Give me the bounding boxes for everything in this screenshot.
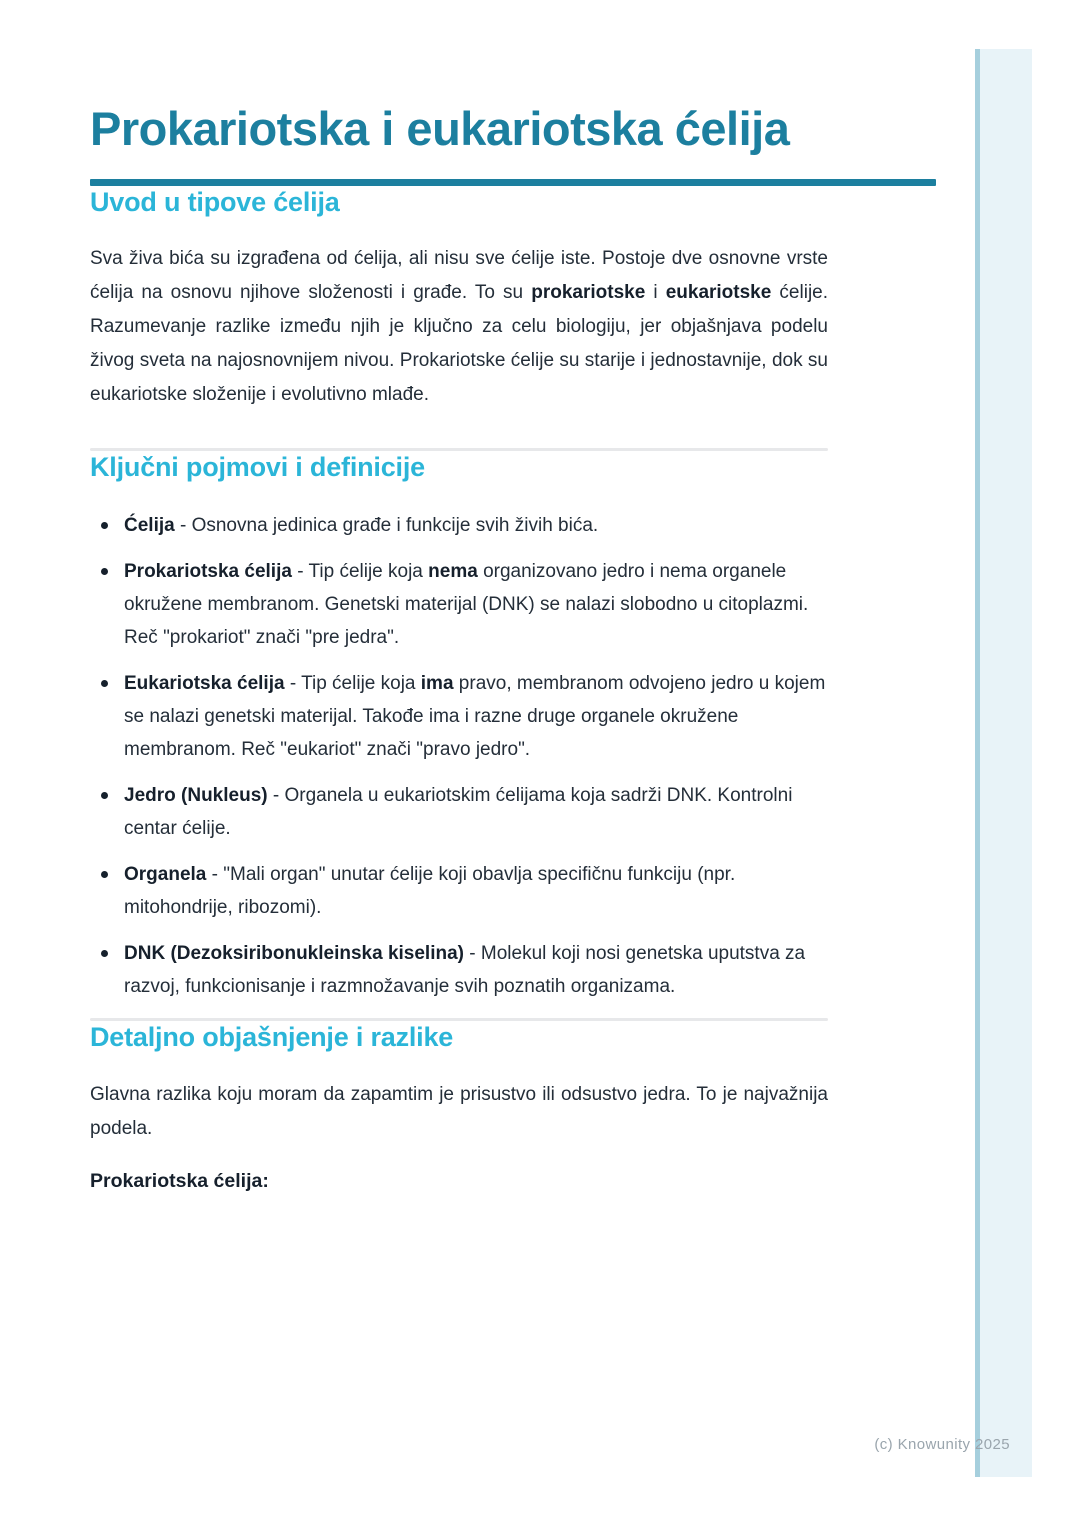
title-underline: [90, 179, 936, 186]
definitions-list: [90, 509, 828, 1003]
subsection-label-prokaryotic-cell: Prokariotska ćelija:: [90, 1169, 269, 1192]
page-title: Prokariotska i eukariotska ćelija: [90, 102, 790, 155]
definition-item: Organela - "Mali organ" unutar ćelije koji obavlja specifičnu funkciju (npr. mitohondrije, ribozomi).: [90, 858, 828, 924]
definition-item: Prokariotska ćelija - Tip ćelije koja nema organizovano jedro i nema organele okružene membranom. Genetski materijal (DNK) se nalazi slobodno u citoplazmi. Reč "prokariot" znači "pre jedra".: [90, 555, 828, 654]
copyright-watermark: (c) Knowunity 2025: [874, 1436, 1010, 1453]
definition-item: DNK (Dezoksiribonukleinska kiselina) - Molekul koji nosi genetska uputstva za razvoj, funkcionisanje i razmnožavanje svih poznatih organizama.: [90, 937, 828, 1003]
note-page: [90, 0, 828, 1193]
intro-paragraph: Sva živa bića su izgrađena od ćelija, ali nisu sve ćelije iste. Postoje dve osnovne vrste ćelija na osnovu njihove složenosti i građe. To su prokariotske i eukariotske ćelije. Razumevanje razlike između njih je ključno za celu biologiju, jer objašnjava podelu živog sveta na najosnovnijem nivou. Prokariotske ćelije su starije i jednostavnije, dok su eukariotske složenije i evolutivno mlađe.: [90, 248, 829, 406]
definition-item: Eukariotska ćelija - Tip ćelije koja ima pravo, membranom odvojeno jedro u kojem se nalazi genetski materijal. Takođe ima i razne druge organele okružene membranom. Reč "eukariot" znači "pravo jedro".: [90, 667, 828, 766]
page-edge-stripe: [975, 49, 1032, 1477]
section-intro: [90, 186, 828, 412]
definition-item: Ćelija - Osnovna jedinica građe i funkcije svih živih bića.: [90, 509, 828, 542]
section-heading-intro: Uvod u tipove ćelija: [90, 186, 340, 217]
details-paragraph: Glavna razlika koju moram da zapamtim je prisustvo ili odsustvo jedra. To je najvažnija podela.: [90, 1083, 828, 1139]
section-heading-details: Detaljno objašnjenje i razlike: [90, 1022, 454, 1053]
section-heading-key-terms: Ključni pojmovi i definicije: [90, 452, 425, 483]
section-key-terms: [90, 451, 828, 1003]
section-details: [90, 1021, 828, 1192]
definition-item: Jedro (Nukleus) - Organela u eukariotskim ćelijama koja sadrži DNK. Kontrolni centar ćelije.: [90, 779, 828, 845]
